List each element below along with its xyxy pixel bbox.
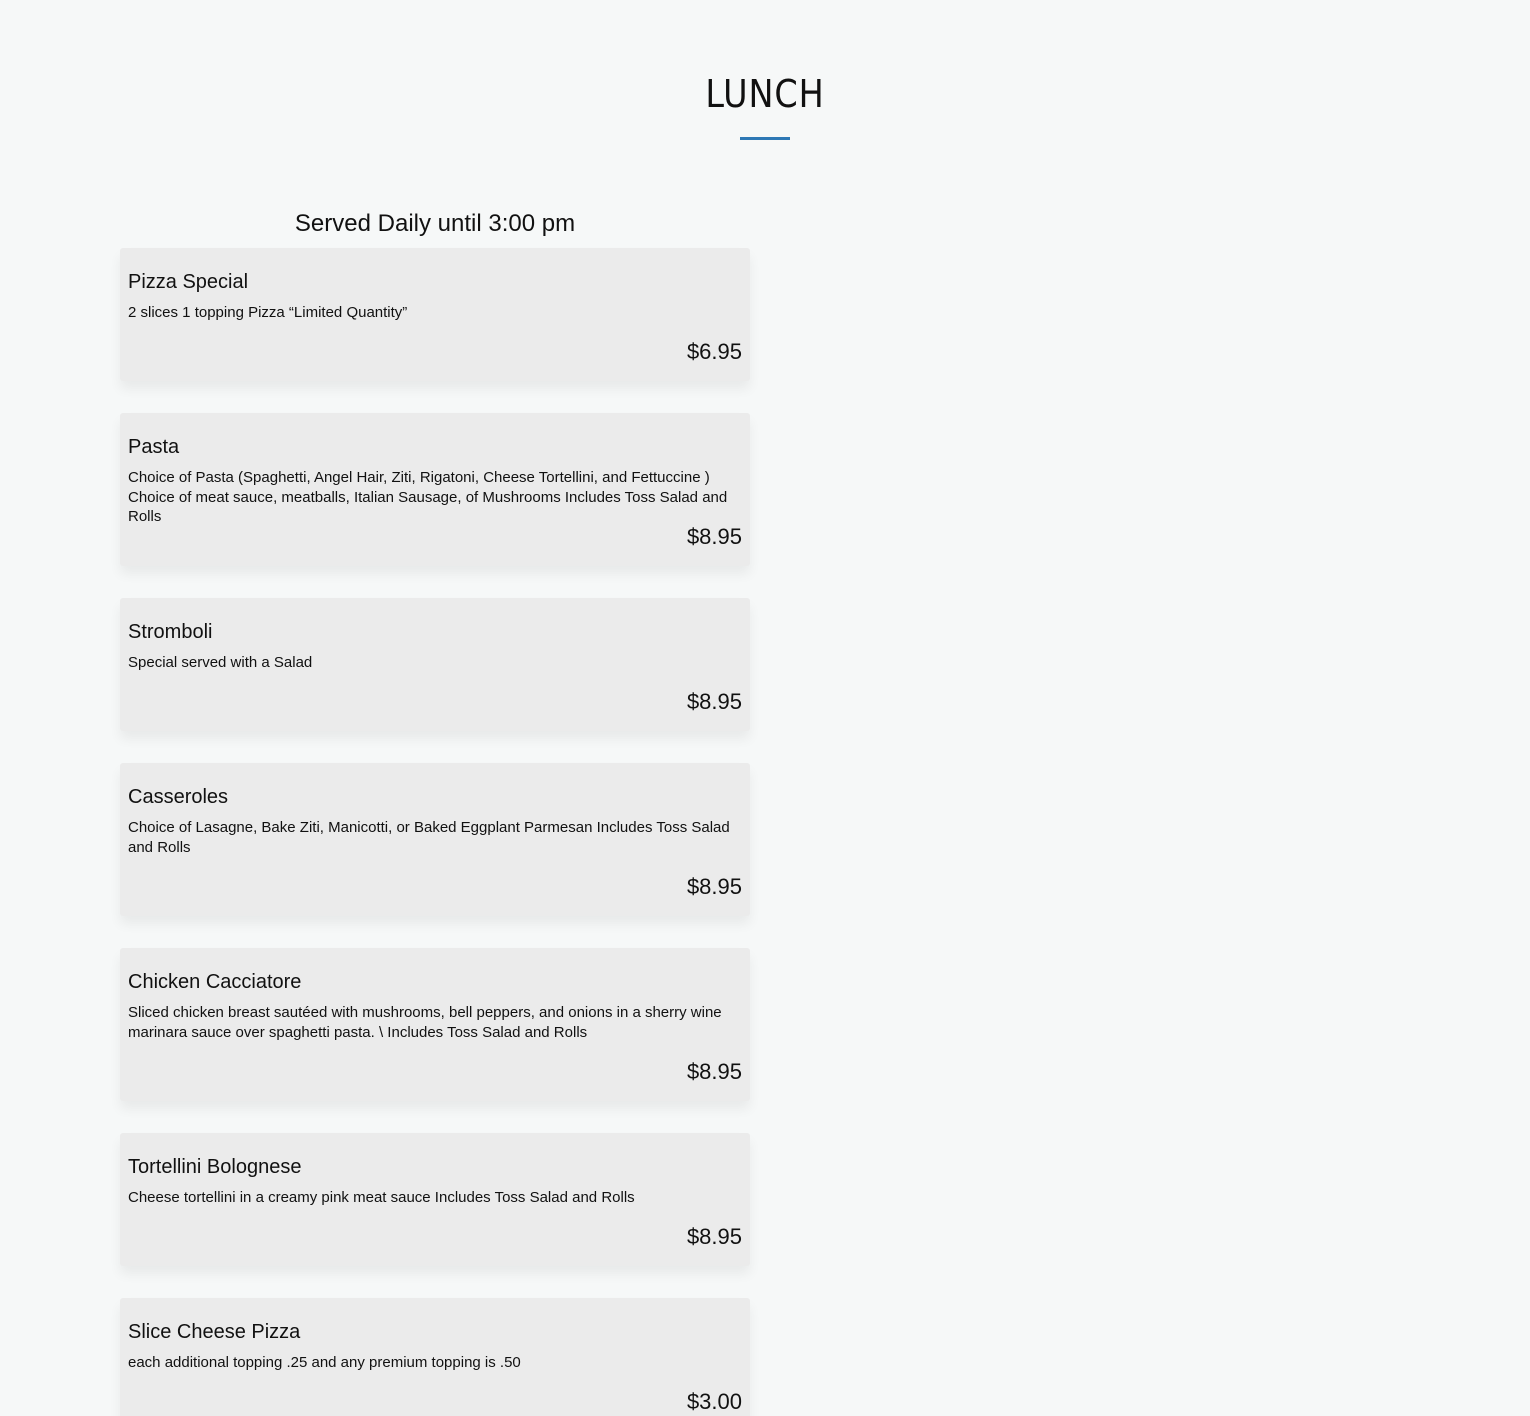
menu-item-casseroles — [120, 763, 750, 916]
menu-item-price: $8.95 — [686, 1059, 742, 1084]
menu-item-name: Pasta — [128, 436, 180, 458]
menu-item-chicken-cacciatore — [120, 948, 750, 1101]
menu-item-name: Chicken Cacciatore — [128, 971, 302, 993]
menu-subtitle: Served Daily until 3:00 pm — [294, 210, 576, 237]
menu-item-description: Sliced chicken breast sautéed with mushrooms, bell peppers, and onions in a sherry wine marinara sauce over spaghetti pasta. \ Includes Toss Salad and Rolls — [128, 1004, 722, 1041]
menu-item-pasta — [120, 413, 750, 566]
menu-item-price: $8.95 — [686, 874, 742, 899]
title-underline — [740, 137, 790, 140]
menu-item-name: Stromboli — [128, 621, 213, 643]
menu-item-price: $8.95 — [686, 524, 742, 549]
menu-item-tortellini-bolognese — [120, 1133, 750, 1266]
menu-item-slice-cheese-pizza — [120, 1298, 750, 1416]
menu-item-description: Choice of Pasta (Spaghetti, Angel Hair, Ziti, Rigatoni, Cheese Tortellini, and Fettuccine ) Choice of meat sauce, meatballs, Italian Sausage, of Mushrooms Includes Toss Salad and Rolls — [128, 469, 728, 525]
menu-list — [120, 248, 750, 1416]
page-title: LUNCH — [705, 72, 825, 116]
menu-item-description: each additional topping .25 and any premium topping is .50 — [128, 1354, 521, 1371]
menu-item-price: $8.95 — [686, 689, 742, 714]
menu-item-price: $3.00 — [686, 1389, 742, 1414]
menu-item-name: Pizza Special — [128, 271, 249, 293]
menu-item-pizza-special — [120, 248, 750, 381]
menu-item-name: Casseroles — [128, 786, 229, 808]
menu-item-description: Cheese tortellini in a creamy pink meat sauce Includes Toss Salad and Rolls — [128, 1189, 635, 1206]
menu-item-description: 2 slices 1 topping Pizza “Limited Quantity” — [128, 304, 408, 321]
menu-item-price: $8.95 — [686, 1224, 742, 1249]
menu-item-description: Choice of Lasagne, Bake Ziti, Manicotti, or Baked Eggplant Parmesan Includes Toss Salad and Rolls — [128, 819, 730, 856]
menu-item-stromboli — [120, 598, 750, 731]
menu-item-price: $6.95 — [686, 339, 742, 364]
menu-item-name: Tortellini Bolognese — [128, 1156, 302, 1178]
menu-item-description: Special served with a Salad — [128, 654, 313, 671]
menu-item-name: Slice Cheese Pizza — [128, 1321, 301, 1343]
